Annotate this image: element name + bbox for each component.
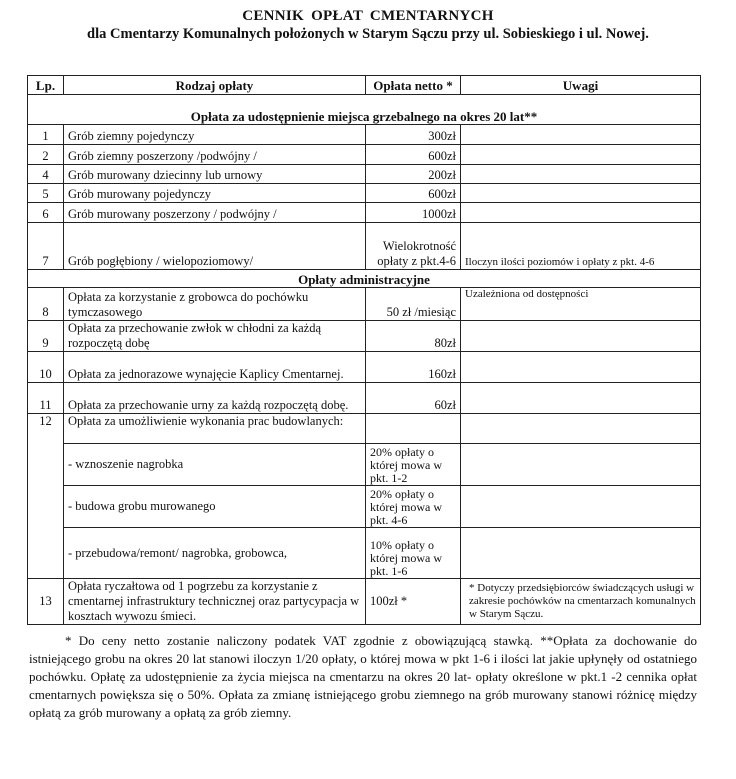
- subrow-price: 20% opłaty o której mowa w pkt. 1-2: [366, 444, 461, 486]
- row-price: [366, 414, 461, 444]
- row-lp: 12: [28, 414, 64, 579]
- row-type: Opłata za przechowanie urny za każdą rozpoczętą dobę.: [64, 383, 366, 414]
- row-type: Grób murowany pojedynczy: [64, 184, 366, 203]
- table-row: [28, 383, 701, 414]
- row-type: Grób ziemny poszerzony /podwójny /: [64, 145, 366, 165]
- row-price: 80zł: [366, 321, 461, 352]
- row-price: 160zł: [366, 352, 461, 383]
- table-row: [28, 223, 701, 270]
- header-price: Opłata netto *: [366, 76, 461, 95]
- footnote: [29, 632, 697, 722]
- header-notes: Uwagi: [461, 76, 701, 95]
- subrow-notes: [461, 486, 701, 528]
- table-row: [28, 321, 701, 352]
- row-notes: [461, 184, 701, 203]
- subrow-notes: [461, 528, 701, 579]
- row-notes: [461, 125, 701, 145]
- row-notes: Uzależniona od dostępności: [461, 288, 701, 321]
- subrow-price: 10% opłaty o której mowa w pkt. 1-6: [366, 528, 461, 579]
- row-notes: * Dotyczy przedsiębiorców świadczących usługi w zakresie pochówków na cmentarzach komunalnych w Starym Sączu.: [461, 579, 701, 625]
- row-price: 300zł: [366, 125, 461, 145]
- row-price: 50 zł /miesiąc: [366, 288, 461, 321]
- table-subrow: [28, 444, 701, 486]
- row-lp: 8: [28, 288, 64, 321]
- row-lp: 9: [28, 321, 64, 352]
- table-row: [28, 125, 701, 145]
- document-title: CENNIK OPŁAT CMENTARNYCH: [242, 8, 494, 24]
- footnote-text: * Do ceny netto zostanie naliczony podatek VAT zgodnie z obowiązującą stawką. **Opłata za dochowanie do istniejącego grobu na okres 20 lat stanowi iloczyn 1/20 opłaty, o której mowa w pkt 1-6 i ilości lat jakie upłynęły od ostatniego pochówku. Opłatę za udostępnienie za życia miejsca na cmentarzu na okres 20 lat- opłaty określone w pkt.1 -2 cennika opłat cmentarnych powiększa się o 50%. Opłata za zmianę istniejącego grobu ziemnego na grób murowany stanowi różnicę między opłatą za grób murowany a opłatą za grób ziemny.: [29, 633, 697, 720]
- subrow-notes: [461, 444, 701, 486]
- table-row: [28, 145, 701, 165]
- row-price: Wielokrotność opłaty z pkt.4-6: [366, 223, 461, 270]
- row-price: 600zł: [366, 184, 461, 203]
- table-row: [28, 288, 701, 321]
- row-type: Opłata za jednorazowe wynajęcie Kaplicy Cmentarnej.: [64, 352, 366, 383]
- row-type: Grób murowany dziecinny lub urnowy: [64, 165, 366, 184]
- row-notes: [461, 352, 701, 383]
- row-lp: 1: [28, 125, 64, 145]
- document-subtitle: dla Cmentarzy Komunalnych położonych w Starym Sączu przy ul. Sobieskiego i ul. Nowej.: [87, 26, 649, 42]
- table-row: [28, 165, 701, 184]
- row-price: 100zł *: [366, 579, 461, 625]
- row-price: 200zł: [366, 165, 461, 184]
- table-subrow: [28, 486, 701, 528]
- row-lp: 10: [28, 352, 64, 383]
- row-notes: [461, 383, 701, 414]
- row-lp: 4: [28, 165, 64, 184]
- row-notes: Iloczyn ilości poziomów i opłaty z pkt. 4-6: [461, 223, 701, 270]
- table-row: [28, 414, 701, 444]
- subrow-type: - budowa grobu murowanego: [64, 486, 366, 528]
- table-row: [28, 579, 701, 625]
- row-lp: 2: [28, 145, 64, 165]
- subrow-type: - wznoszenie nagrobka: [64, 444, 366, 486]
- table-row: [28, 352, 701, 383]
- subrow-type: - przebudowa/remont/ nagrobka, grobowca,: [64, 528, 366, 579]
- row-notes: [461, 145, 701, 165]
- row-lp: 13: [28, 579, 64, 625]
- row-lp: 11: [28, 383, 64, 414]
- price-list-table: [27, 75, 701, 625]
- section-title-grave-sites: Opłata za udostępnienie miejsca grzebalnego na okres 20 lat**: [28, 95, 701, 125]
- row-notes: [461, 414, 701, 444]
- table-row: [28, 184, 701, 203]
- row-type: Opłata za korzystanie z grobowca do pochówku tymczasowego: [64, 288, 366, 321]
- row-price: 1000zł: [366, 203, 461, 223]
- row-lp: 6: [28, 203, 64, 223]
- header-row: [28, 76, 701, 95]
- row-type: Opłata za umożliwienie wykonania prac budowlanych:: [64, 414, 366, 444]
- row-lp: 7: [28, 223, 64, 270]
- row-lp: 5: [28, 184, 64, 203]
- subrow-price: 20% opłaty o której mowa w pkt. 4-6: [366, 486, 461, 528]
- row-price: 600zł: [366, 145, 461, 165]
- row-price: 60zł: [366, 383, 461, 414]
- section-row: [28, 270, 701, 288]
- header-type: Rodzaj opłaty: [64, 76, 366, 95]
- table-row: [28, 203, 701, 223]
- row-type: Grób murowany poszerzony / podwójny /: [64, 203, 366, 223]
- row-type: Grób ziemny pojedynczy: [64, 125, 366, 145]
- table-subrow: [28, 528, 701, 579]
- row-type: Grób pogłębiony / wielopoziomowy/: [64, 223, 366, 270]
- row-type: Opłata za przechowanie zwłok w chłodni za każdą rozpoczętą dobę: [64, 321, 366, 352]
- row-notes: [461, 321, 701, 352]
- row-notes: [461, 203, 701, 223]
- section-row: [28, 95, 701, 125]
- section-title-admin-fees: Opłaty administracyjne: [28, 270, 701, 288]
- row-type: Opłata ryczałtowa od 1 pogrzebu za korzystanie z cmentarnej infrastruktury technicznej oraz partycypacja w kosztach wywozu śmieci.: [64, 579, 366, 625]
- row-notes: [461, 165, 701, 184]
- header-lp: Lp.: [28, 76, 64, 95]
